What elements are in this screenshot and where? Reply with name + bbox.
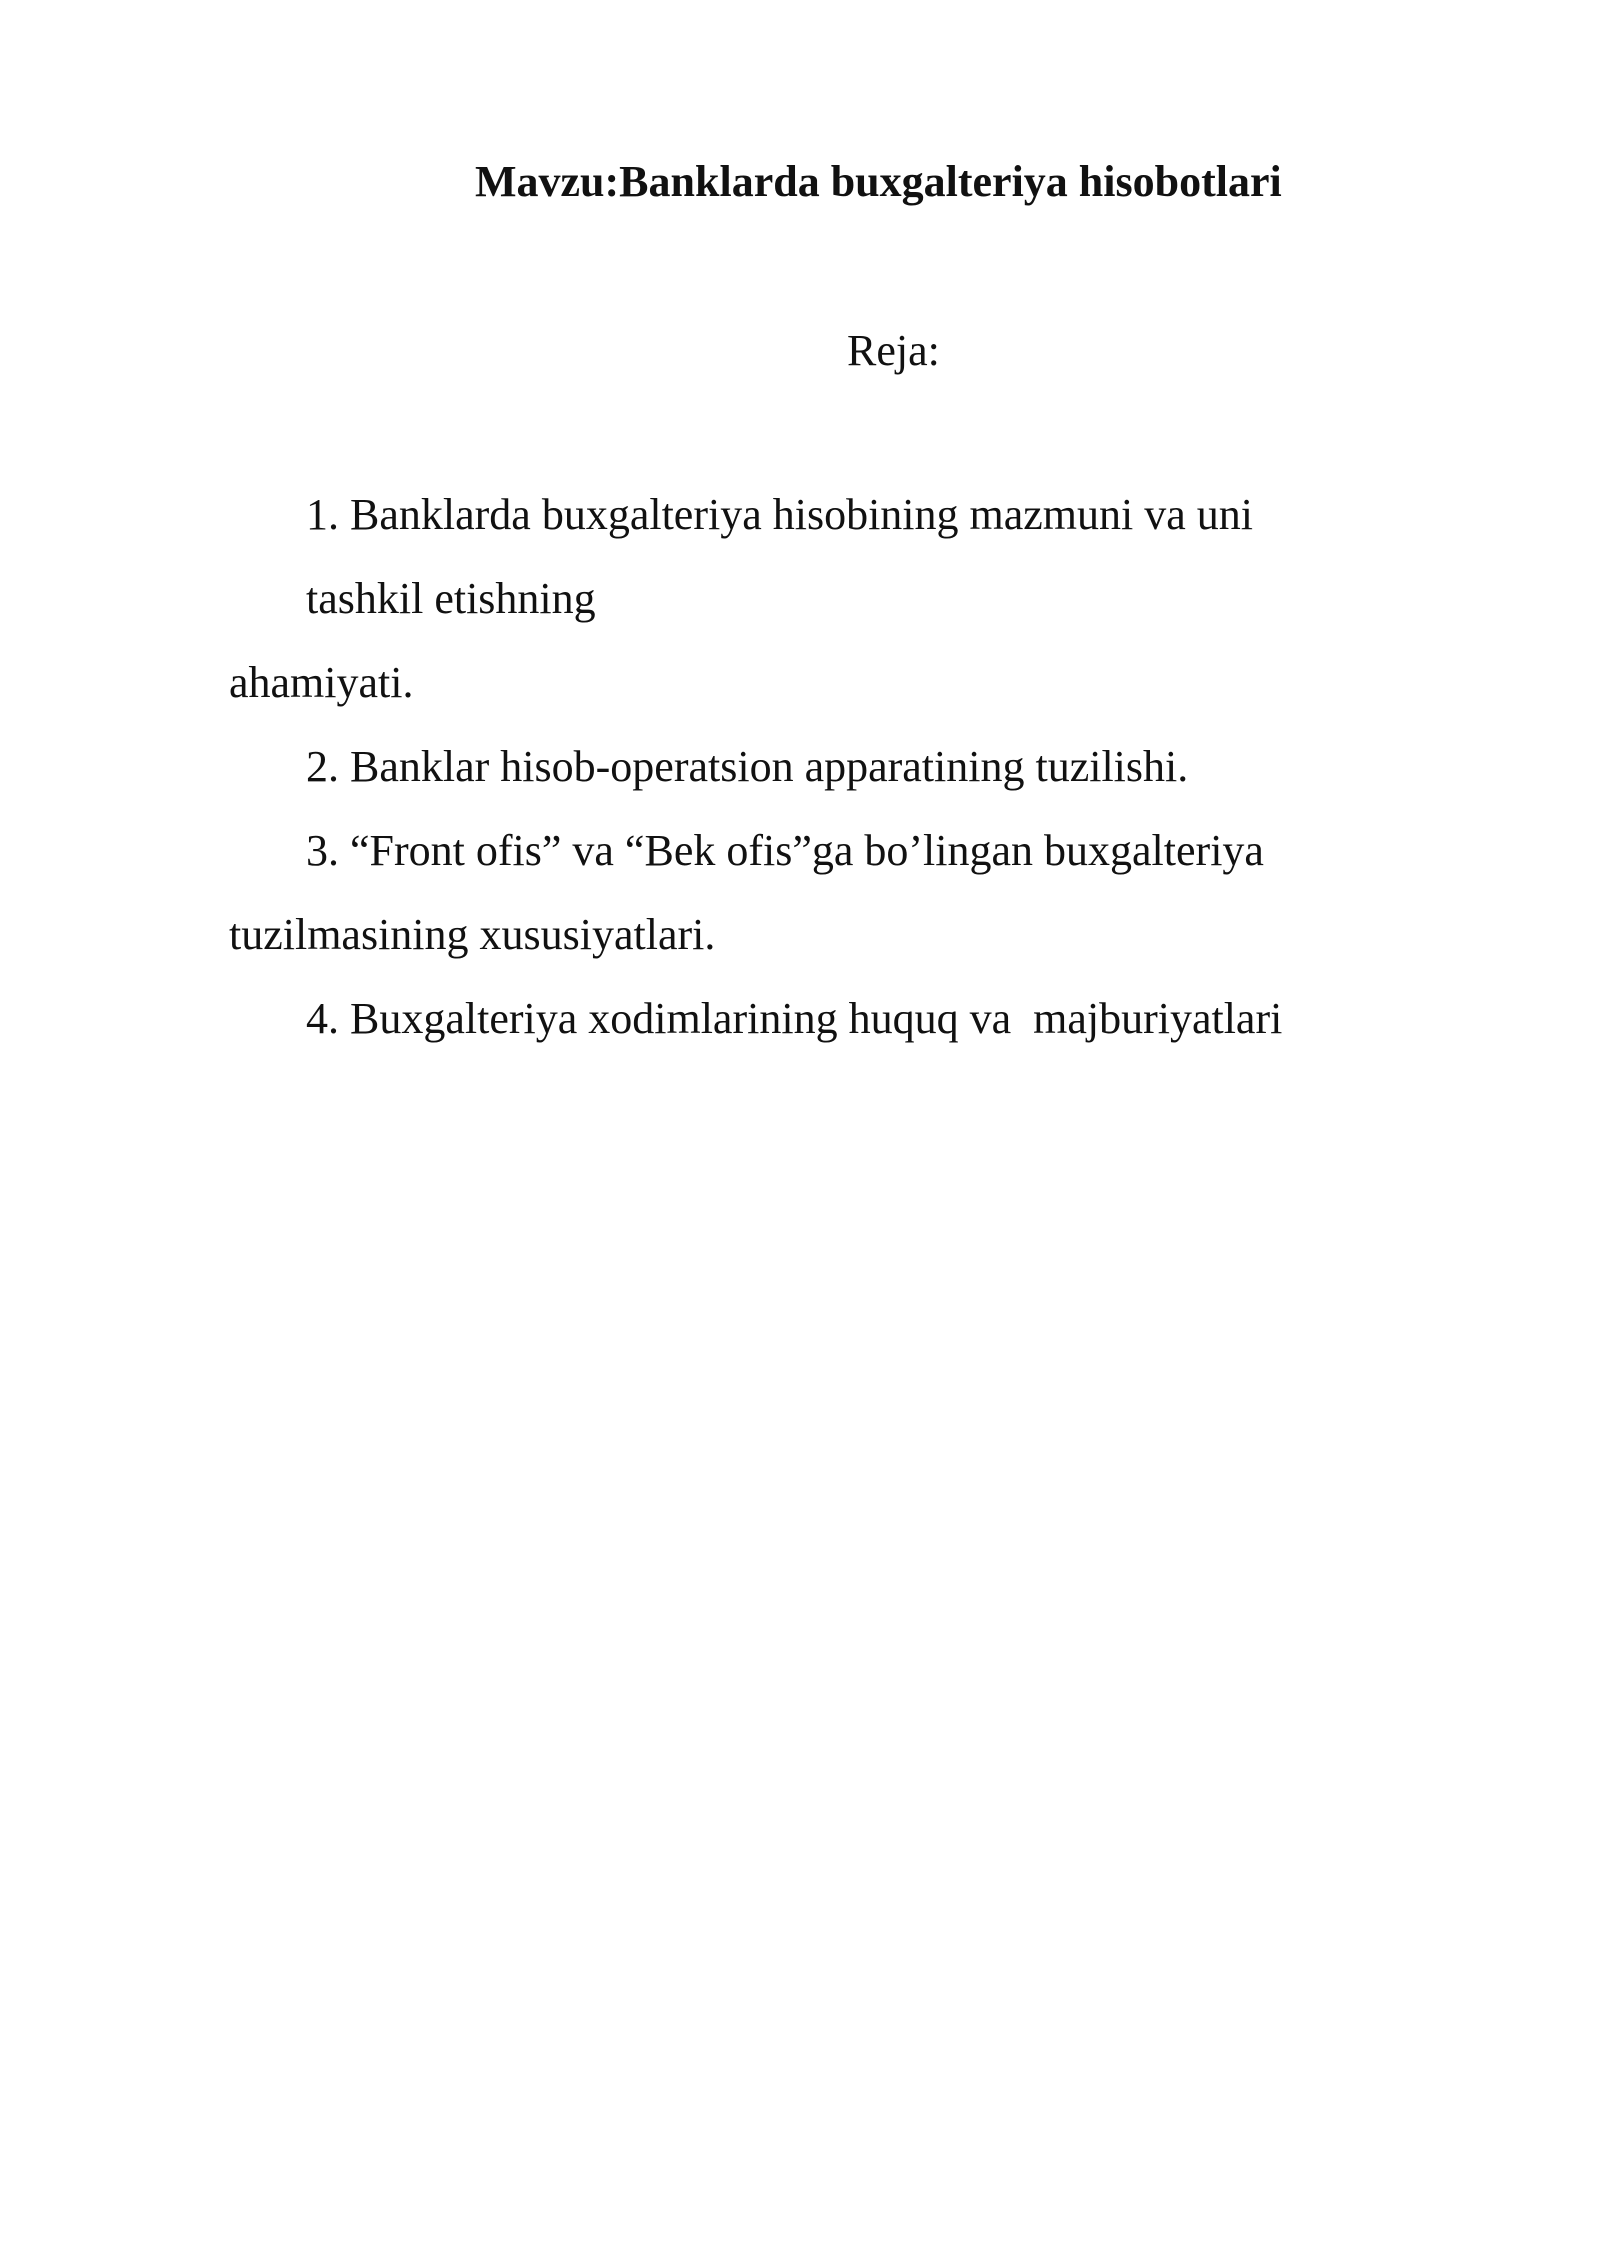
plan-heading: Reja: [847, 326, 940, 375]
plan-item-3-line-2: tuzilmasining xususiyatlari. [229, 910, 716, 959]
plan-item-2: 2. Banklar hisob-operatsion apparatining tuzilishi. [306, 742, 1189, 791]
plan-item-1-line-1: 1. Banklarda buxgalteriya hisobining mazmuni va uni [306, 490, 1254, 539]
plan-item-4: 4. Buxgalteriya xodimlarining huquq va majburiyatlari [306, 994, 1283, 1043]
plan-item-1-line-2: tashkil etishning [306, 574, 596, 623]
document-title: Mavzu:Banklarda buxgalteriya hisobotlari [475, 157, 1282, 206]
plan-item-1-line-3: ahamiyati. [229, 658, 414, 707]
plan-item-3-line-1: 3. “Front ofis” va “Bek ofis”ga bo’lingan buxgalteriya [306, 826, 1264, 875]
